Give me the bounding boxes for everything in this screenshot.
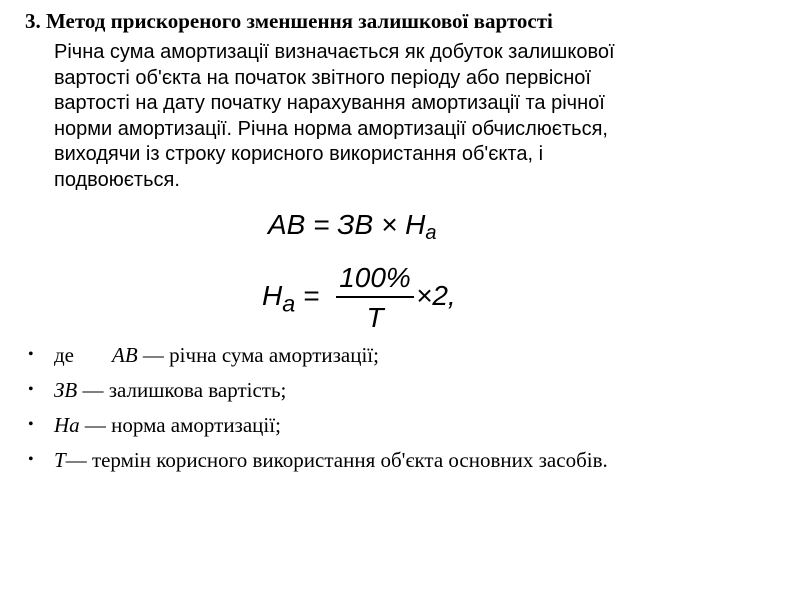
slide-heading: 3. Метод прискореного зменшення залишкової вартості — [25, 9, 553, 33]
formula2-denominator: Т — [366, 302, 384, 333]
formula-depreciation-amount — [268, 208, 436, 250]
list-item — [0, 340, 800, 370]
formula2-lhs — [262, 279, 319, 321]
bullet-icon: • — [28, 416, 34, 433]
formula2-fraction — [336, 262, 414, 334]
formula1-times: × — [380, 209, 398, 240]
formula1-lhs: АВ — [268, 209, 306, 240]
list-item — [0, 375, 800, 405]
bullet-icon: • — [28, 451, 34, 468]
formula2-equals: = — [303, 280, 320, 311]
formula2-numerator: 100% — [339, 262, 411, 293]
formula2-tail: ×2, — [416, 280, 456, 311]
list-item — [0, 410, 800, 440]
bullet-icon: • — [28, 381, 34, 398]
definition-text: Т— термін корисного використання об'єкта основних засобів. — [54, 448, 608, 472]
description-paragraph: Річна сума амортизації визначається як добуток залишкової вартості об'єкта на початок звітного періоду або первісної вартості на дату початку нарахування амортизації та річної норми амортизації. Річна норма амортизації обчислюється, виходячи із строку корисного використання об'єкта, і подвоюється. — [54, 41, 615, 191]
formula1-term2: $Н_а$ — [405, 209, 437, 244]
formula1-equals: = — [313, 209, 330, 240]
formula1-term1: ЗВ — [337, 209, 374, 240]
definition-text: де АВ — річна сума амортизації; — [54, 343, 379, 367]
formula2-lhs-symbol: $Н_а$ — [262, 280, 296, 317]
list-item — [0, 445, 800, 475]
definition-text: На — норма амортизації; — [54, 413, 281, 437]
bullet-icon: • — [28, 346, 34, 363]
definition-text: ЗВ — залишкова вартість; — [54, 378, 287, 402]
fraction-bar — [336, 296, 414, 298]
